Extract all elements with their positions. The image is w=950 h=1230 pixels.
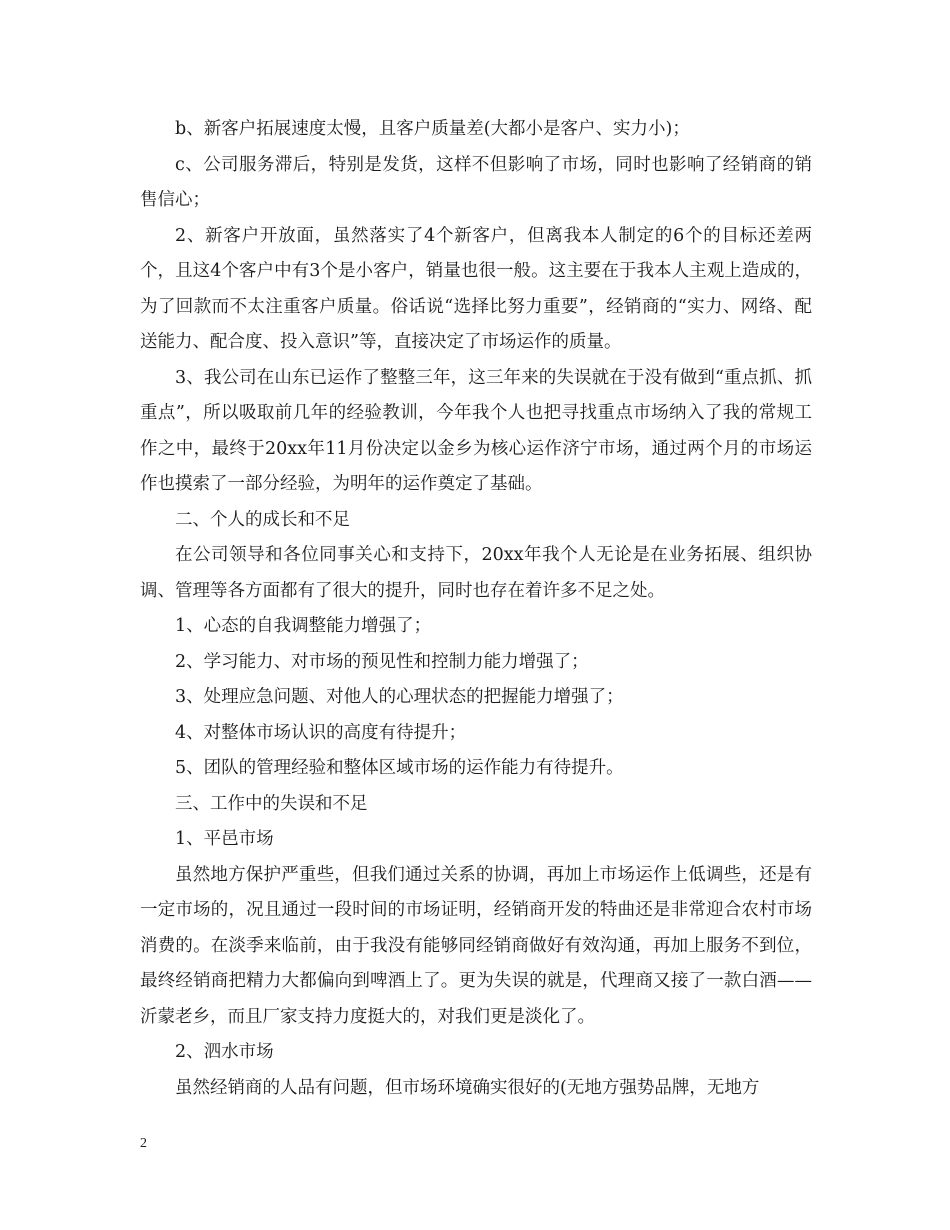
subheading-pingyi-market: 1、平邑市场: [175, 829, 274, 849]
list-item-5-team-management: 5、团队的管理经验和整体区域市场的运作能力有待提升。: [175, 758, 624, 778]
subheading-sishui-market: 2、泗水市场: [175, 1042, 274, 1062]
paragraph-pingyi-details: 虽然地方保护严重些，但我们通过关系的协调，再加上市场运作上低调些，还是有一定市场的，况且通过一段时间的市场证明，经销商开发的特曲还是非常迎合农村市场消费的。在淡季来临前，由于我没有能够同经销商做好有效沟通，再加上服务不到位，最终经销商把精力大都偏向到啤酒上了。更为失误的就是，代理商又接了一款白酒——沂蒙老乡，而且厂家支持力度挺大的，对我们更是淡化了。: [140, 864, 812, 1027]
section-heading-mistakes: 三、工作中的失误和不足: [175, 793, 368, 814]
list-item-3-emergency: 3、处理应急问题、对他人的心理状态的把握能力增强了；: [175, 687, 624, 707]
paragraph-c-company-service: c、公司服务滞后，特别是发货，这样不但影响了市场，同时也影响了经销商的销售信心；: [140, 154, 812, 210]
paragraph-2-new-customer-openings: 2、新客户开放面，虽然落实了4个新客户，但离我本人制定的6个的目标还差两个，且这4个客户中有3个是小客户，销量也很一般。这主要在于我本人主观上造成的，为了回款而不太注重客户质量。俗话说“选择比努力重要”，经销商的“实力、网络、配送能力、配合度、投入意识”等，直接决定了市场运作的质量。: [140, 225, 812, 352]
paragraph-b-new-customers: b、新客户拓展速度太慢，且客户质量差(大都小是客户、实力小)；: [175, 119, 690, 139]
list-item-1-mindset: 1、心态的自我调整能力增强了；: [175, 616, 432, 636]
paragraph-growth-intro: 在公司领导和各位同事关心和支持下，20xx年我个人无论是在业务拓展、组织协调、管理等各方面都有了很大的提升，同时也存在着许多不足之处。: [140, 545, 812, 601]
list-item-4-market-awareness: 4、对整体市场认识的高度有待提升；: [175, 722, 467, 743]
section-heading-personal-growth: 二、个人的成长和不足: [175, 509, 350, 530]
document-body: [140, 112, 812, 1106]
list-item-2-learning: 2、学习能力、对市场的预见性和控制力能力增强了；: [175, 651, 589, 672]
page-number: 2: [140, 1136, 147, 1151]
paragraph-3-shandong-operations: 3、我公司在山东已运作了整整三年，这三年来的失误就在于没有做到“重点抓、抓重点”，所以吸取前几年的经验教训，今年我个人也把寻找重点市场纳入了我的常规工作之中，最终于20xx年11月份决定以金乡为核心运作济宁市场，通过两个月的市场运作也摸索了一部分经验，为明年的运作奠定了基础。: [140, 367, 812, 494]
paragraph-sishui-details: 虽然经销商的人品有问题，但市场环境确实很好的(无地方强势品牌，无地方: [175, 1077, 760, 1098]
